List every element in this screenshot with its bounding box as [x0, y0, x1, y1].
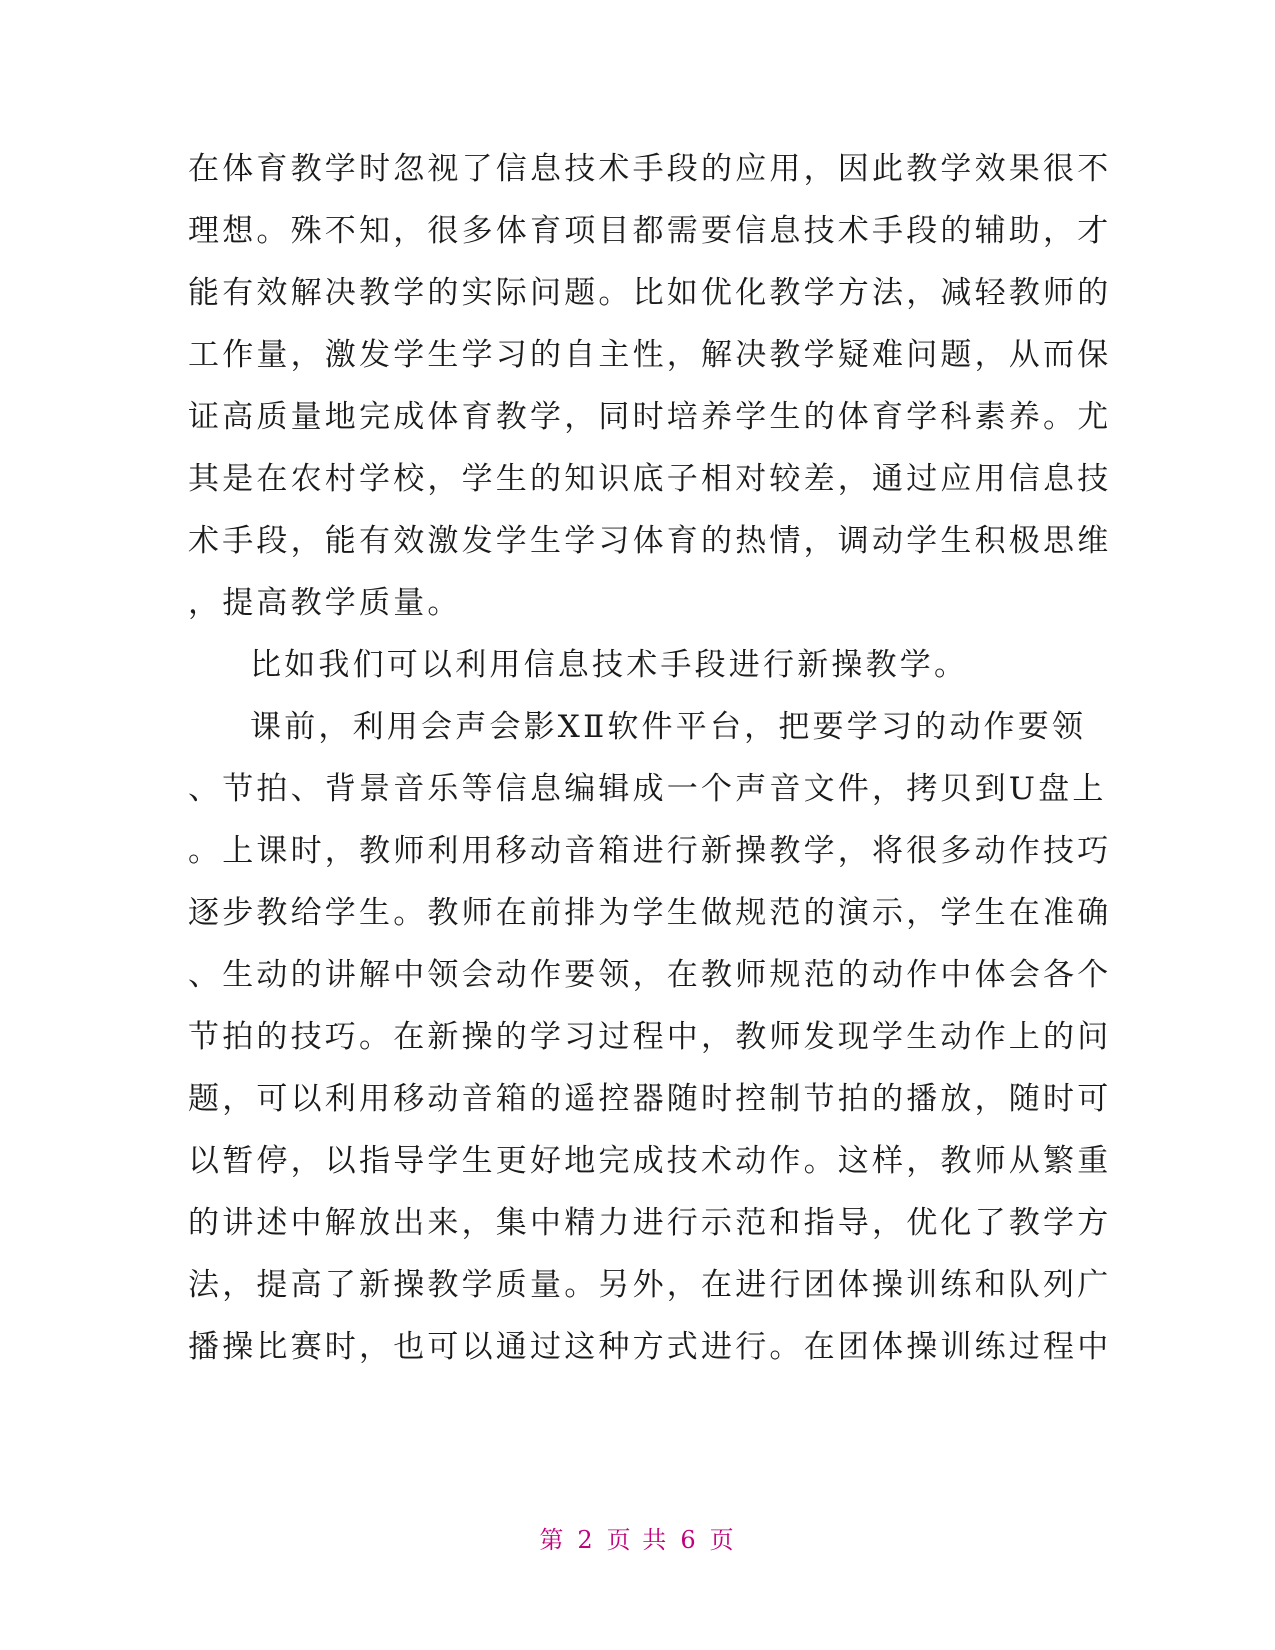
- text-line: ，提高教学质量。: [188, 585, 462, 621]
- document-body: [188, 138, 1112, 1378]
- text-line: 比如我们可以利用信息技术手段进行新操教学。: [250, 647, 969, 683]
- text-line: 逐步教给学生。教师在前排为学生做规范的演示，学生在准确: [188, 895, 1112, 931]
- text-line: 、节拍、背景音乐等信息编辑成一个声音文件，拷贝到U盘上: [188, 771, 1107, 807]
- text-line: 证高质量地完成体育教学，同时培养学生的体育学科素养。尤: [188, 399, 1112, 435]
- text-line: 、生动的讲解中领会动作要领，在教师规范的动作中体会各个: [188, 957, 1112, 993]
- current-page-number: 2: [577, 1526, 595, 1554]
- text-line: 课前，利用会声会影XⅡ软件平台，把要学习的动作要领: [250, 709, 1087, 745]
- footer-prefix: 第: [539, 1526, 566, 1554]
- footer-mid: 页 共: [606, 1526, 669, 1554]
- text-line: 在体育教学时忽视了信息技术手段的应用，因此教学效果很不: [188, 151, 1112, 187]
- text-line: 的讲述中解放出来，集中精力进行示范和指导，优化了教学方: [188, 1205, 1112, 1241]
- text-line: 播操比赛时，也可以通过这种方式进行。在团体操训练过程中: [188, 1329, 1112, 1365]
- text-line: 。上课时，教师利用移动音箱进行新操教学，将很多动作技巧: [188, 833, 1112, 869]
- text-line: 能有效解决教学的实际问题。比如优化教学方法，减轻教师的: [188, 275, 1112, 311]
- footer-suffix: 页: [709, 1526, 736, 1554]
- text-line: 工作量，激发学生学习的自主性，解决教学疑难问题，从而保: [188, 337, 1112, 373]
- text-line: 其是在农村学校，学生的知识底子相对较差，通过应用信息技: [188, 461, 1112, 497]
- text-line: 题，可以利用移动音箱的遥控器随时控制节拍的播放，随时可: [188, 1081, 1112, 1117]
- text-line: 法，提高了新操教学质量。另外，在进行团体操训练和队列广: [188, 1267, 1112, 1303]
- total-pages-number: 6: [680, 1526, 698, 1554]
- text-line: 节拍的技巧。在新操的学习过程中，教师发现学生动作上的问: [188, 1019, 1112, 1055]
- page-footer: [0, 1520, 1275, 1555]
- text-line: 以暂停，以指导学生更好地完成技术动作。这样，教师从繁重: [188, 1143, 1112, 1179]
- text-line: 术手段，能有效激发学生学习体育的热情，调动学生积极思维: [188, 523, 1112, 559]
- text-line: 理想。殊不知，很多体育项目都需要信息技术手段的辅助，才: [188, 213, 1112, 249]
